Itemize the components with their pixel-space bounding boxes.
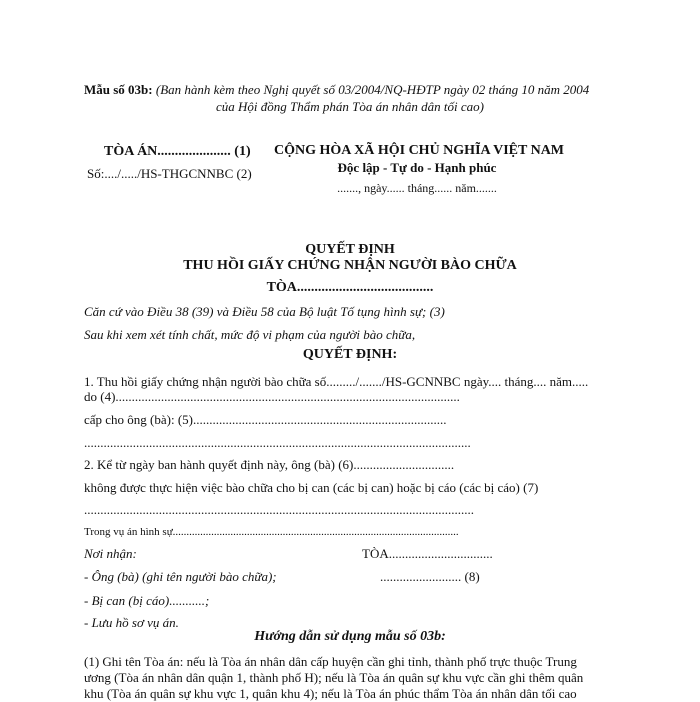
form-note: (Ban hành kèm theo Nghị quyết số 03/2004/NQ-HĐTP ngày 02 tháng 10 năm 2004 [155,82,590,97]
form-note-line2: của Hội đồng Thẩm phán Tòa án nhân dân tối cao) [216,99,484,114]
item1-line2: do (4).......................................................................................................... [84,389,460,404]
guide-line2: ương (Tòa án nhân dân quận 1, thành phố H); nếu là Tòa án quân sự khu vực cần ghi thêm quân [84,670,584,685]
document-title: QUYẾT ĐỊNH [305,242,395,257]
dotted-line: ....................................................................................................................... [84,435,471,450]
item2-line2: không được thực hiện việc bào chữa cho bị can (các bị can) hoặc bị cáo (các bị cáo) (7) [84,480,539,495]
consideration: Sau khi xem xét tính chất, mức độ vi phạm của người bào chữa, [84,327,416,342]
recipients-label: Nơi nhận: [84,546,137,561]
case-line: Trong vụ án hình sự........................................................................................................ [84,526,459,538]
nation-title: CỘNG HÒA XÃ HỘI CHỦ NGHĨA VIỆT NAM [274,143,565,158]
signature-line: ......................... (8) [380,569,480,584]
recipient-1: - Ông (bà) (ghi tên người bào chữa); [84,569,277,584]
form-header-line1 [84,82,589,98]
dotted-line: ........................................................................................................................ [84,502,474,517]
recipient-2: - Bị can (bị cáo)...........; [84,593,210,608]
guide-heading: Hướng dẫn sử dụng mẫu số 03b: [254,629,446,644]
item1-line3: cấp cho ông (bà): (5).............................................................................. [84,412,447,427]
document-number: Số:..../...../HS-THGCNNBC (2) [87,166,252,181]
legal-basis: Căn cứ vào Điều 38 (39) và Điều 58 của Bộ luật Tố tụng hình sự; (3) [84,304,445,319]
item1-line1: 1. Thu hồi giấy chứng nhận người bào chữa số........./......./HS-GCNNBC ngày.... tháng.... năm..... [84,374,589,389]
guide-line3: khu (Tòa án quân sự khu vực 1, quân khu 4); nếu là Tòa án phúc thẩm Tòa án nhân dân tối cao [84,686,577,701]
decision-heading: QUYẾT ĐỊNH: [302,347,398,362]
recipient-3: - Lưu hồ sơ vụ án. [84,615,179,630]
document-subtitle: THU HỒI GIẤY CHỨNG NHẬN NGƯỜI BÀO CHỮA [183,258,517,273]
issuing-court: TÒA....................................... [266,280,434,295]
form-number: Mẫu số 03b: [84,82,153,97]
motto: Độc lập - Tự do - Hạnh phúc [337,160,497,175]
issue-date: ......., ngày...... tháng...... năm....... [337,181,497,195]
signature-court: TÒA................................ [362,546,493,561]
item2-line1: 2. Kể từ ngày ban hành quyết định này, ông (bà) (6)............................... [84,457,455,472]
court-name: TÒA ÁN..................... (1) [104,144,251,159]
guide-line1: (1) Ghi tên Tòa án: nếu là Tòa án nhân dân cấp huyện cần ghi tỉnh, thành phố trực thuộc Trung [84,654,577,669]
